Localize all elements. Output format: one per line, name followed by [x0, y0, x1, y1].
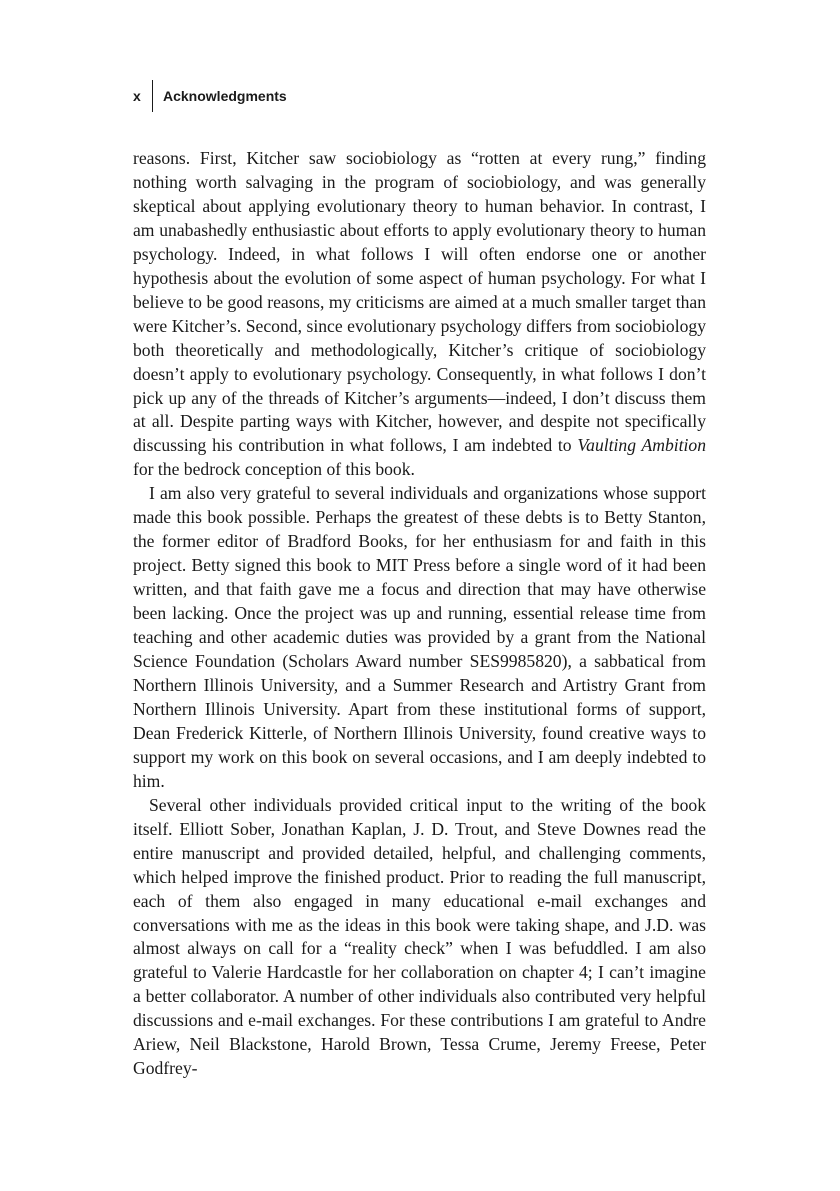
running-head: Acknowledgments: [163, 88, 287, 104]
body-text: [133, 147, 706, 1081]
paragraph-2: I am also very grateful to several individuals and organizations whose support made this book possible. Perhaps the greatest of these debts is to Betty Stanton, the former editor of Bradford Books, for her enthusiasm for and faith in this project. Betty signed this book to MIT Press before a single word of it had been written, and that faith gave me a focus and direction that may have otherwise been lacking. Once the project was up and running, essential release time from teaching and other academic duties was provided by a grant from the National Science Foundation (Scholars Award number SES9985820), a sabbatical from Northern Illinois University, and a Summer Research and Artistry Grant from Northern Illinois University. Apart from these institutional forms of support, Dean Frederick Kitterle, of Northern Illinois University, found creative ways to support my work on this book on several occasions, and I am deeply indebted to him.: [133, 483, 706, 791]
paragraph-1-text: reasons. First, Kitcher saw sociobiology as “rotten at every rung,” finding nothing worth salvaging in the program of sociobiology, and was generally skeptical about applying evolutionary theory to human behavior. In contrast, I am unabashedly enthusiastic about efforts to apply evolutionary theory to human psychology. Indeed, in what follows I will often endorse one or another hypothesis about the evolution of some aspect of human psychology. For what I believe to be good reasons, my criticisms are aimed at a much smaller target than were Kitcher’s. Second, since evolutionary psychology differs from sociobiology both theoretically and methodologically, Kitcher’s critique of sociobiology doesn’t apply to evolutionary psychology. Consequently, in what follows I don’t pick up any of the threads of Kitcher’s arguments—indeed, I don’t discuss them at all. Despite parting ways with Kitcher, however, and despite not specifically discussing his contribution in what follows, I am indebted to: [133, 148, 706, 456]
paragraph-1-end: for the bedrock conception of this book.: [133, 459, 415, 480]
book-title: Vaulting Ambition: [577, 435, 706, 456]
paragraph-1: [133, 147, 706, 482]
paragraph-3: Several other individuals provided critical input to the writing of the book itself. Elliott Sober, Jonathan Kaplan, J. D. Trout, and Steve Downes read the entire manuscript and provided detailed, helpful, and challenging comments, which helped improve the finished product. Prior to reading the full manuscript, each of them also engaged in many educational e-mail exchanges and conversations with me as the ideas in this book were taking shape, and J.D. was almost always on call for a “reality check” when I was befuddled. I am also grateful to Valerie Hardcastle for her collaboration on chapter 4; I can’t imagine a better collaborator. A number of other individuals also contributed very helpful discussions and e-mail exchanges. For these contributions I am grateful to Andre Ariew, Neil Blackstone, Harold Brown, Tessa Crume, Jeremy Freese, Peter Godfrey-: [133, 794, 706, 1079]
page-number: x: [133, 88, 141, 104]
page-header: [133, 80, 287, 112]
header-divider: [152, 80, 153, 112]
